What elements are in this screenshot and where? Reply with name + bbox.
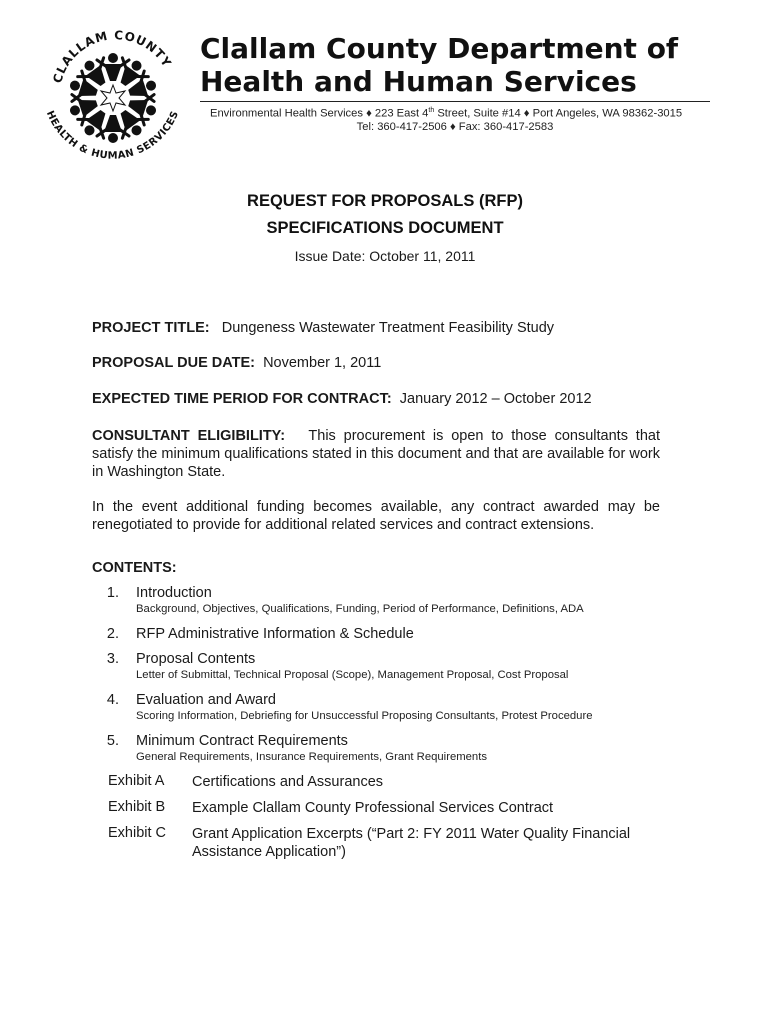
toc-item-number: 3. [106,651,119,667]
exhibit-title: Example Clallam County Professional Services Contract [192,800,554,816]
county-hhs-logo [40,25,186,171]
project-title-value: Dungeness Wastewater Treatment Feasibility Study [221,320,555,336]
due-date-label: PROPOSAL DUE DATE: [92,355,256,371]
contents-heading-text: CONTENTS: [92,560,177,576]
contents-heading [92,559,660,577]
logo-arc-top-text: CLALLAM COUNTY [50,28,175,85]
contract-period-value: January 2012 – October 2012 [399,391,592,407]
organization-title-line2: Health and Human Services [200,65,637,98]
due-date-field [92,354,660,372]
exhibit-label: Exhibit C [108,825,167,841]
document-heading: REQUEST FOR PROPOSALS (RFP) [247,192,523,210]
contract-period-label: EXPECTED TIME PERIOD FOR CONTRACT: [92,391,392,407]
address-superscript: th [428,107,435,114]
organization-title-line1: Clallam County Department of [200,32,679,65]
exhibit-label: Exhibit B [108,799,166,815]
address-part1: Environmental Health Services ♦ 223 East 4 [210,107,429,120]
toc-item-title: Evaluation and Award [136,692,277,708]
phone-fax-line: Tel: 360-417-2506 ♦ Fax: 360-417-2583 [356,121,554,133]
toc-item-subtopics: Letter of Submittal, Technical Proposal (Scope), Management Proposal, Cost Proposal [136,669,569,681]
address-part2: Street, Suite #14 ♦ Port Angeles, WA 98362-3015 [434,107,683,120]
organization-title [200,32,678,98]
toc-item-subtopics: General Requirements, Insurance Requirements, Grant Requirements [136,751,487,763]
issue-date: Issue Date: October 11, 2011 [294,248,476,264]
toc-item-number: 1. [106,585,119,601]
center-star-icon [101,85,125,111]
toc-item-title: Introduction [136,585,212,601]
toc-item-number: 5. [106,733,119,749]
eligibility-field [92,427,660,481]
address-line [210,107,682,120]
document-subheading: SPECIFICATIONS DOCUMENT [266,219,504,237]
contract-period-field [92,390,660,408]
toc-item-number: 4. [106,692,119,708]
project-title-field [92,319,660,337]
eligibility-value: This procurement is open to those consultants that satisfy the minimum qualifications stated in this document and that are available for work in Washington State. [92,428,660,480]
exhibit-label: Exhibit A [108,773,165,789]
header-divider [200,101,710,102]
eligibility-label: CONSULTANT ELIGIBILITY: [92,428,286,444]
toc-item-title: RFP Administrative Information & Schedule [136,626,414,642]
due-date-value: November 1, 2011 [263,355,382,371]
toc-item-subtopics: Scoring Information, Debriefing for Unsuccessful Proposing Consultants, Protest Procedure [136,710,593,722]
exhibit-title: Certifications and Assurances [192,774,384,790]
toc-item-title: Minimum Contract Requirements [136,733,348,749]
toc-item-number: 2. [106,626,119,642]
exhibit-title: Grant Application Excerpts (“Part 2: FY 2011 Water Quality Financial Assistance Application”) [192,826,631,860]
project-title-label: PROJECT TITLE: [92,320,210,336]
funding-paragraph: In the event additional funding becomes available, any contract awarded may be renegotiated to provide for additional related services and contract extensions. [92,499,660,533]
logo-arc-bottom-text: HEALTH & HUMAN SERVICES [43,109,182,162]
toc-item-title: Proposal Contents [136,651,256,667]
toc-item-subtopics: Background, Objectives, Qualifications, Funding, Period of Performance, Definitions, ADA [136,603,584,615]
